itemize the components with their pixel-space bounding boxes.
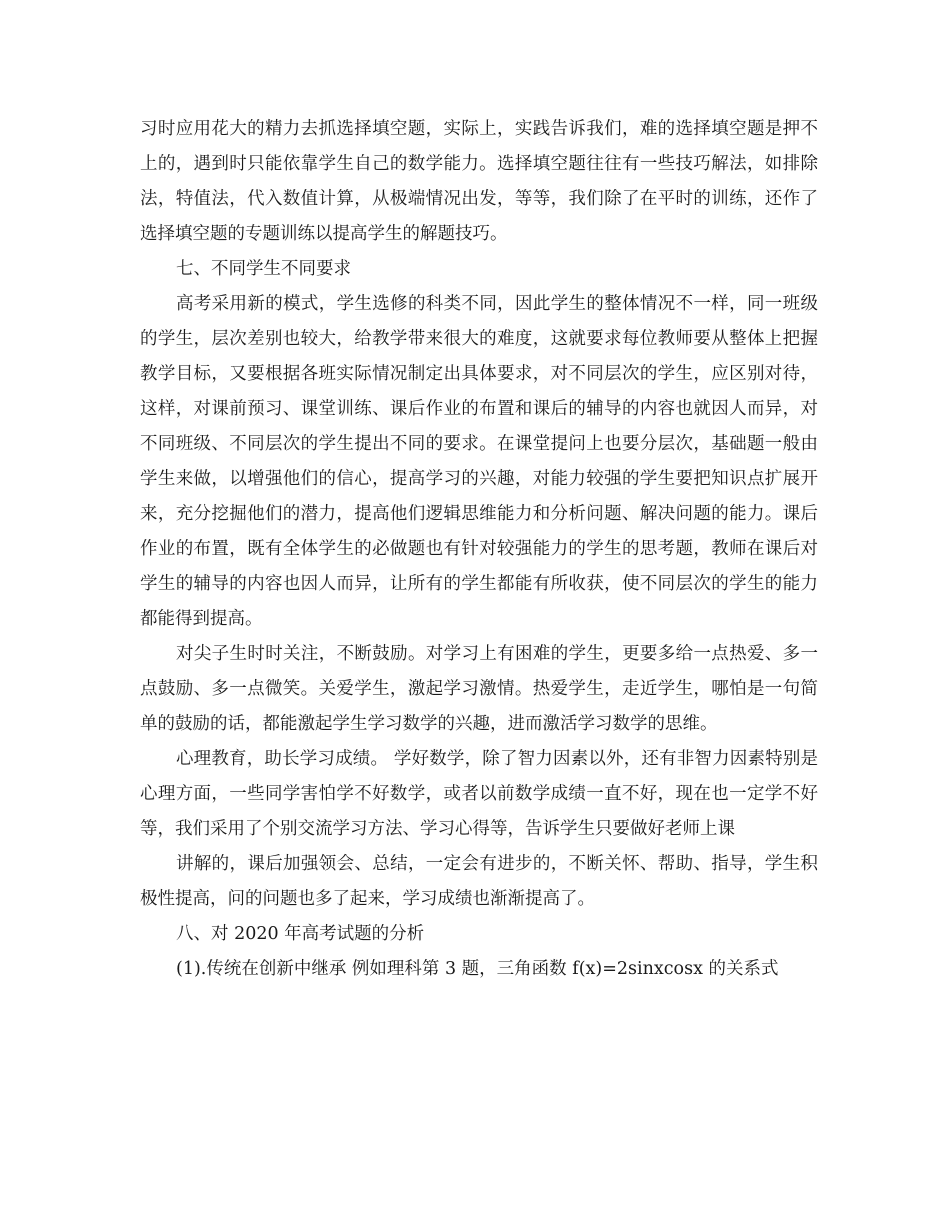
paragraph-continuation: 习时应用花大的精力去抓选择填空题，实际上，实践告诉我们，难的选择填空题是押不上的，遇到时只能依靠学生自己的数学能力。选择填空题往往有一些技巧解法，如排除法，特值法，代入数值计算，从极端情况出发，等等，我们除了在平时的训练，还作了选择填空题的专题训练以提高学生的解题技巧。 xyxy=(140,119,818,244)
paragraph-different-requirements: 高考采用新的模式，学生选修的科类不同，因此学生的整体情况不一样，同一班级的学生，层次差别也较大，给教学带来很大的难度，这就要求每位教师要从整体上把握教学目标，又要根据各班实际情况制定出具体要求，对不同层次的学生，应区别对待，这样，对课前预习、课堂训练、课后作业的布置和课后的辅导的内容也就因人而异，对不同班级、不同层次的学生提出不同的要求。在课堂提问上也要分层次，基础题一般由学生来做，以增强他们的信心，提高学习的兴趣，对能力较强的学生要把知识点扩展开来，充分挖掘他们的潜力，提高他们逻辑思维能力和分析问题、解决问题的能力。课后作业的布置，既有全体学生的必做题也有针对较强能力的学生的思考题，教师在课后对学生的辅导的内容也因人而异，让所有的学生都能有所收获，使不同层次的学生的能力都能得到提高。 xyxy=(140,294,818,629)
section-heading-8: 八、对 2020 年高考试题的分析 xyxy=(176,924,425,944)
paragraph-psychological-education: 心理教育，助长学习成绩。 学好数学，除了智力因素以外，还有非智力因素特别是心理方面，一些同学害怕学不好数学，或者以前数学成绩一直不好，现在也一定学不好等，我们采用了个别交流学习方法、学习心得等，告诉学生只要做好老师上课 xyxy=(140,749,818,839)
section-heading-7: 七、不同学生不同要求 xyxy=(176,259,351,279)
paragraph-exam-analysis-1: (1).传统在创新中继承 例如理科第 3 题，三角函数 f(x)=2sinxcosx 的关系式 xyxy=(176,959,779,979)
paragraph-explanation: 讲解的，课后加强领会、总结，一定会有进步的，不断关怀、帮助、指导，学生积极性提高，问的问题也多了起来，学习成绩也渐渐提高了。 xyxy=(140,854,818,909)
paragraph-top-students: 对尖子生时时关注，不断鼓励。对学习上有困难的学生，更要多给一点热爱、多一点鼓励、多一点微笑。关爱学生，激起学习激情。热爱学生，走近学生，哪怕是一句简单的鼓励的话，都能激起学生学习数学的兴趣，进而激活学习数学的思维。 xyxy=(140,644,818,734)
